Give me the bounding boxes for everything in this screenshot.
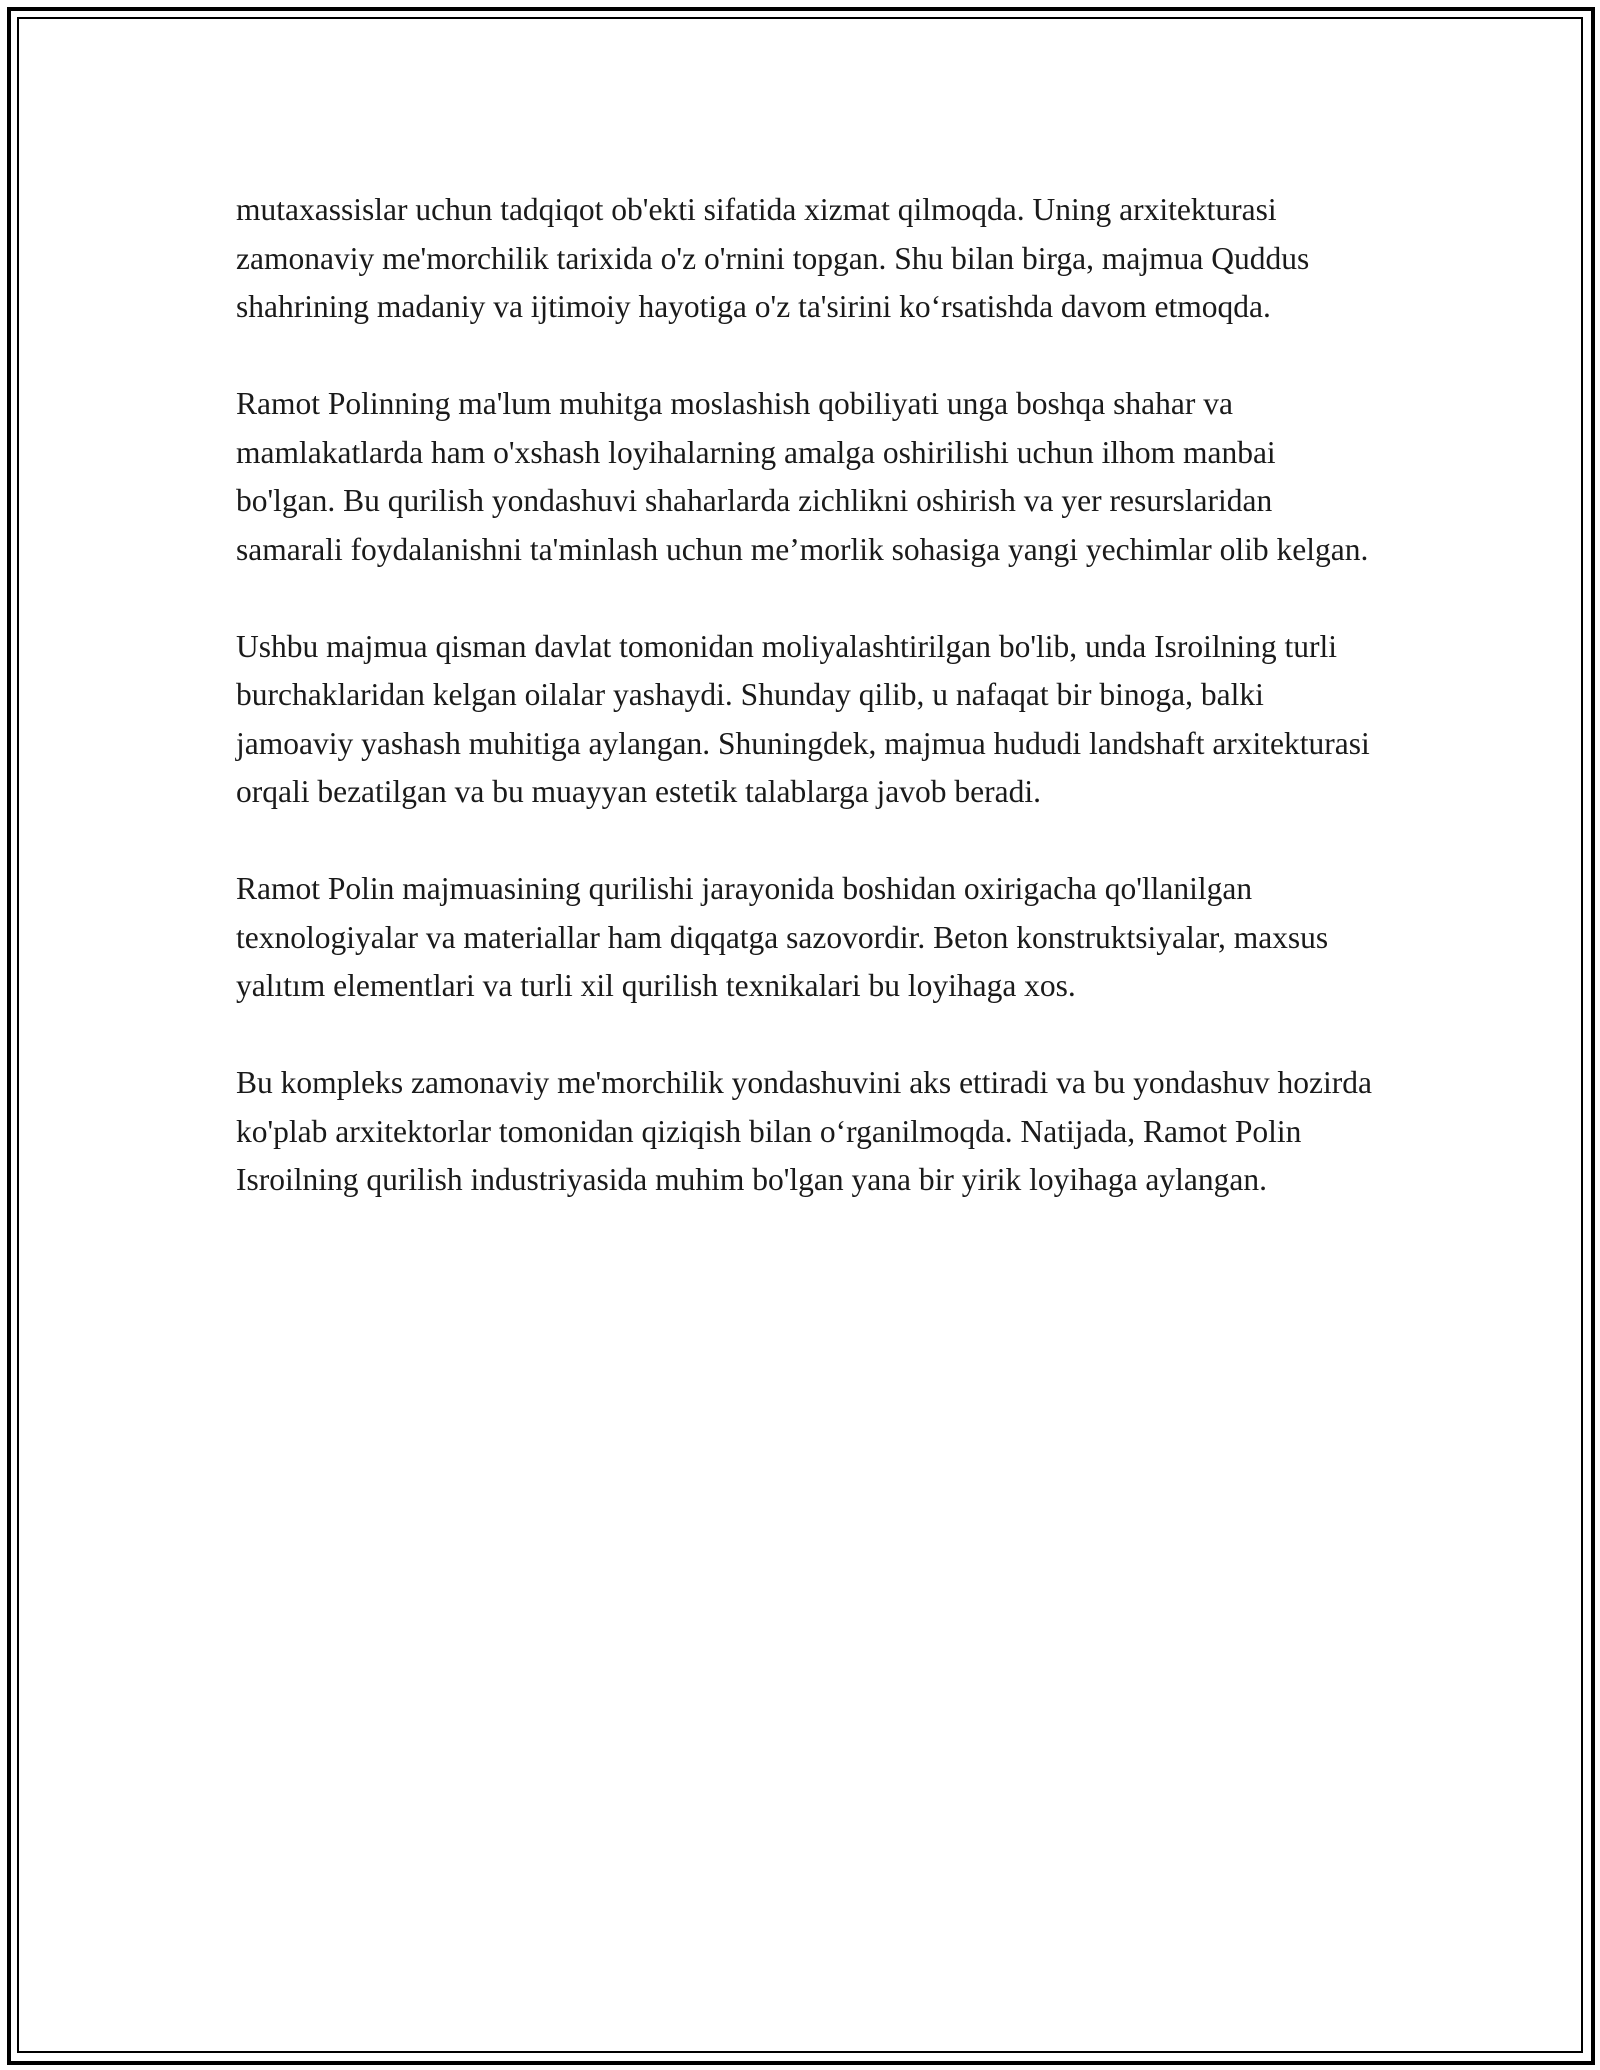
paragraph-5: Bu kompleks zamonaviy me'morchilik yondashuvini aks ettiradi va bu yondashuv hozirda ko'plab arxitektorlar tomonidan qiziqish bilan o‘rganilmoqda. Natijada, Ramot Polin Isroilning qurilish industriyasida muhim bo'lgan yana bir yirik loyihaga aylangan. xyxy=(236,1065,1372,1197)
paragraph-1: mutaxassislar uchun tadqiqot ob'ekti sifatida xizmat qilmoqda. Uning arxitekturasi zamonaviy me'morchilik tarixida o'z o'rnini topgan. Shu bilan birga, majmua Quddus shahrining madaniy va ijtimoiy hayotiga o'z ta'sirini ko‘rsatishda davom etmoqda. xyxy=(236,192,1310,324)
paragraph-3: Ushbu majmua qisman davlat tomonidan moliyalashtirilgan bo'lib, unda Isroilning turli burchaklaridan kelgan oilalar yashaydi. Shunday qilib, u nafaqat bir binoga, balki jamoaviy yashash muhitiga aylangan. Shuningdek, majmua hududi landshaft arxitekturasi orqali bezatilgan va bu muayyan estetik talablarga javob beradi. xyxy=(236,628,1370,809)
paragraph-4: Ramot Polin majmuasining qurilishi jarayonida boshidan oxirigacha qo'llanilgan texnologiyalar va materiallar ham diqqatga sazovordir. Beton konstruktsiyalar, maxsus yalıtım elementlari va turli xil qurilish texnikalari bu loyihaga xos. xyxy=(236,871,1329,1003)
paragraph-2: Ramot Polinning ma'lum muhitga moslashish qobiliyati unga boshqa shahar va mamlakatlarda ham o'xshash loyihalarning amalga oshirilishi uchun ilhom manbai bo'lgan. Bu qurilish yondashuvi shaharlarda zichlikni oshirish va yer resurslaridan samarali foydalanishni ta'minlash uchun me’morlik sohasiga yangi yechimlar olib kelgan. xyxy=(236,386,1369,567)
document-body xyxy=(236,186,1376,1253)
